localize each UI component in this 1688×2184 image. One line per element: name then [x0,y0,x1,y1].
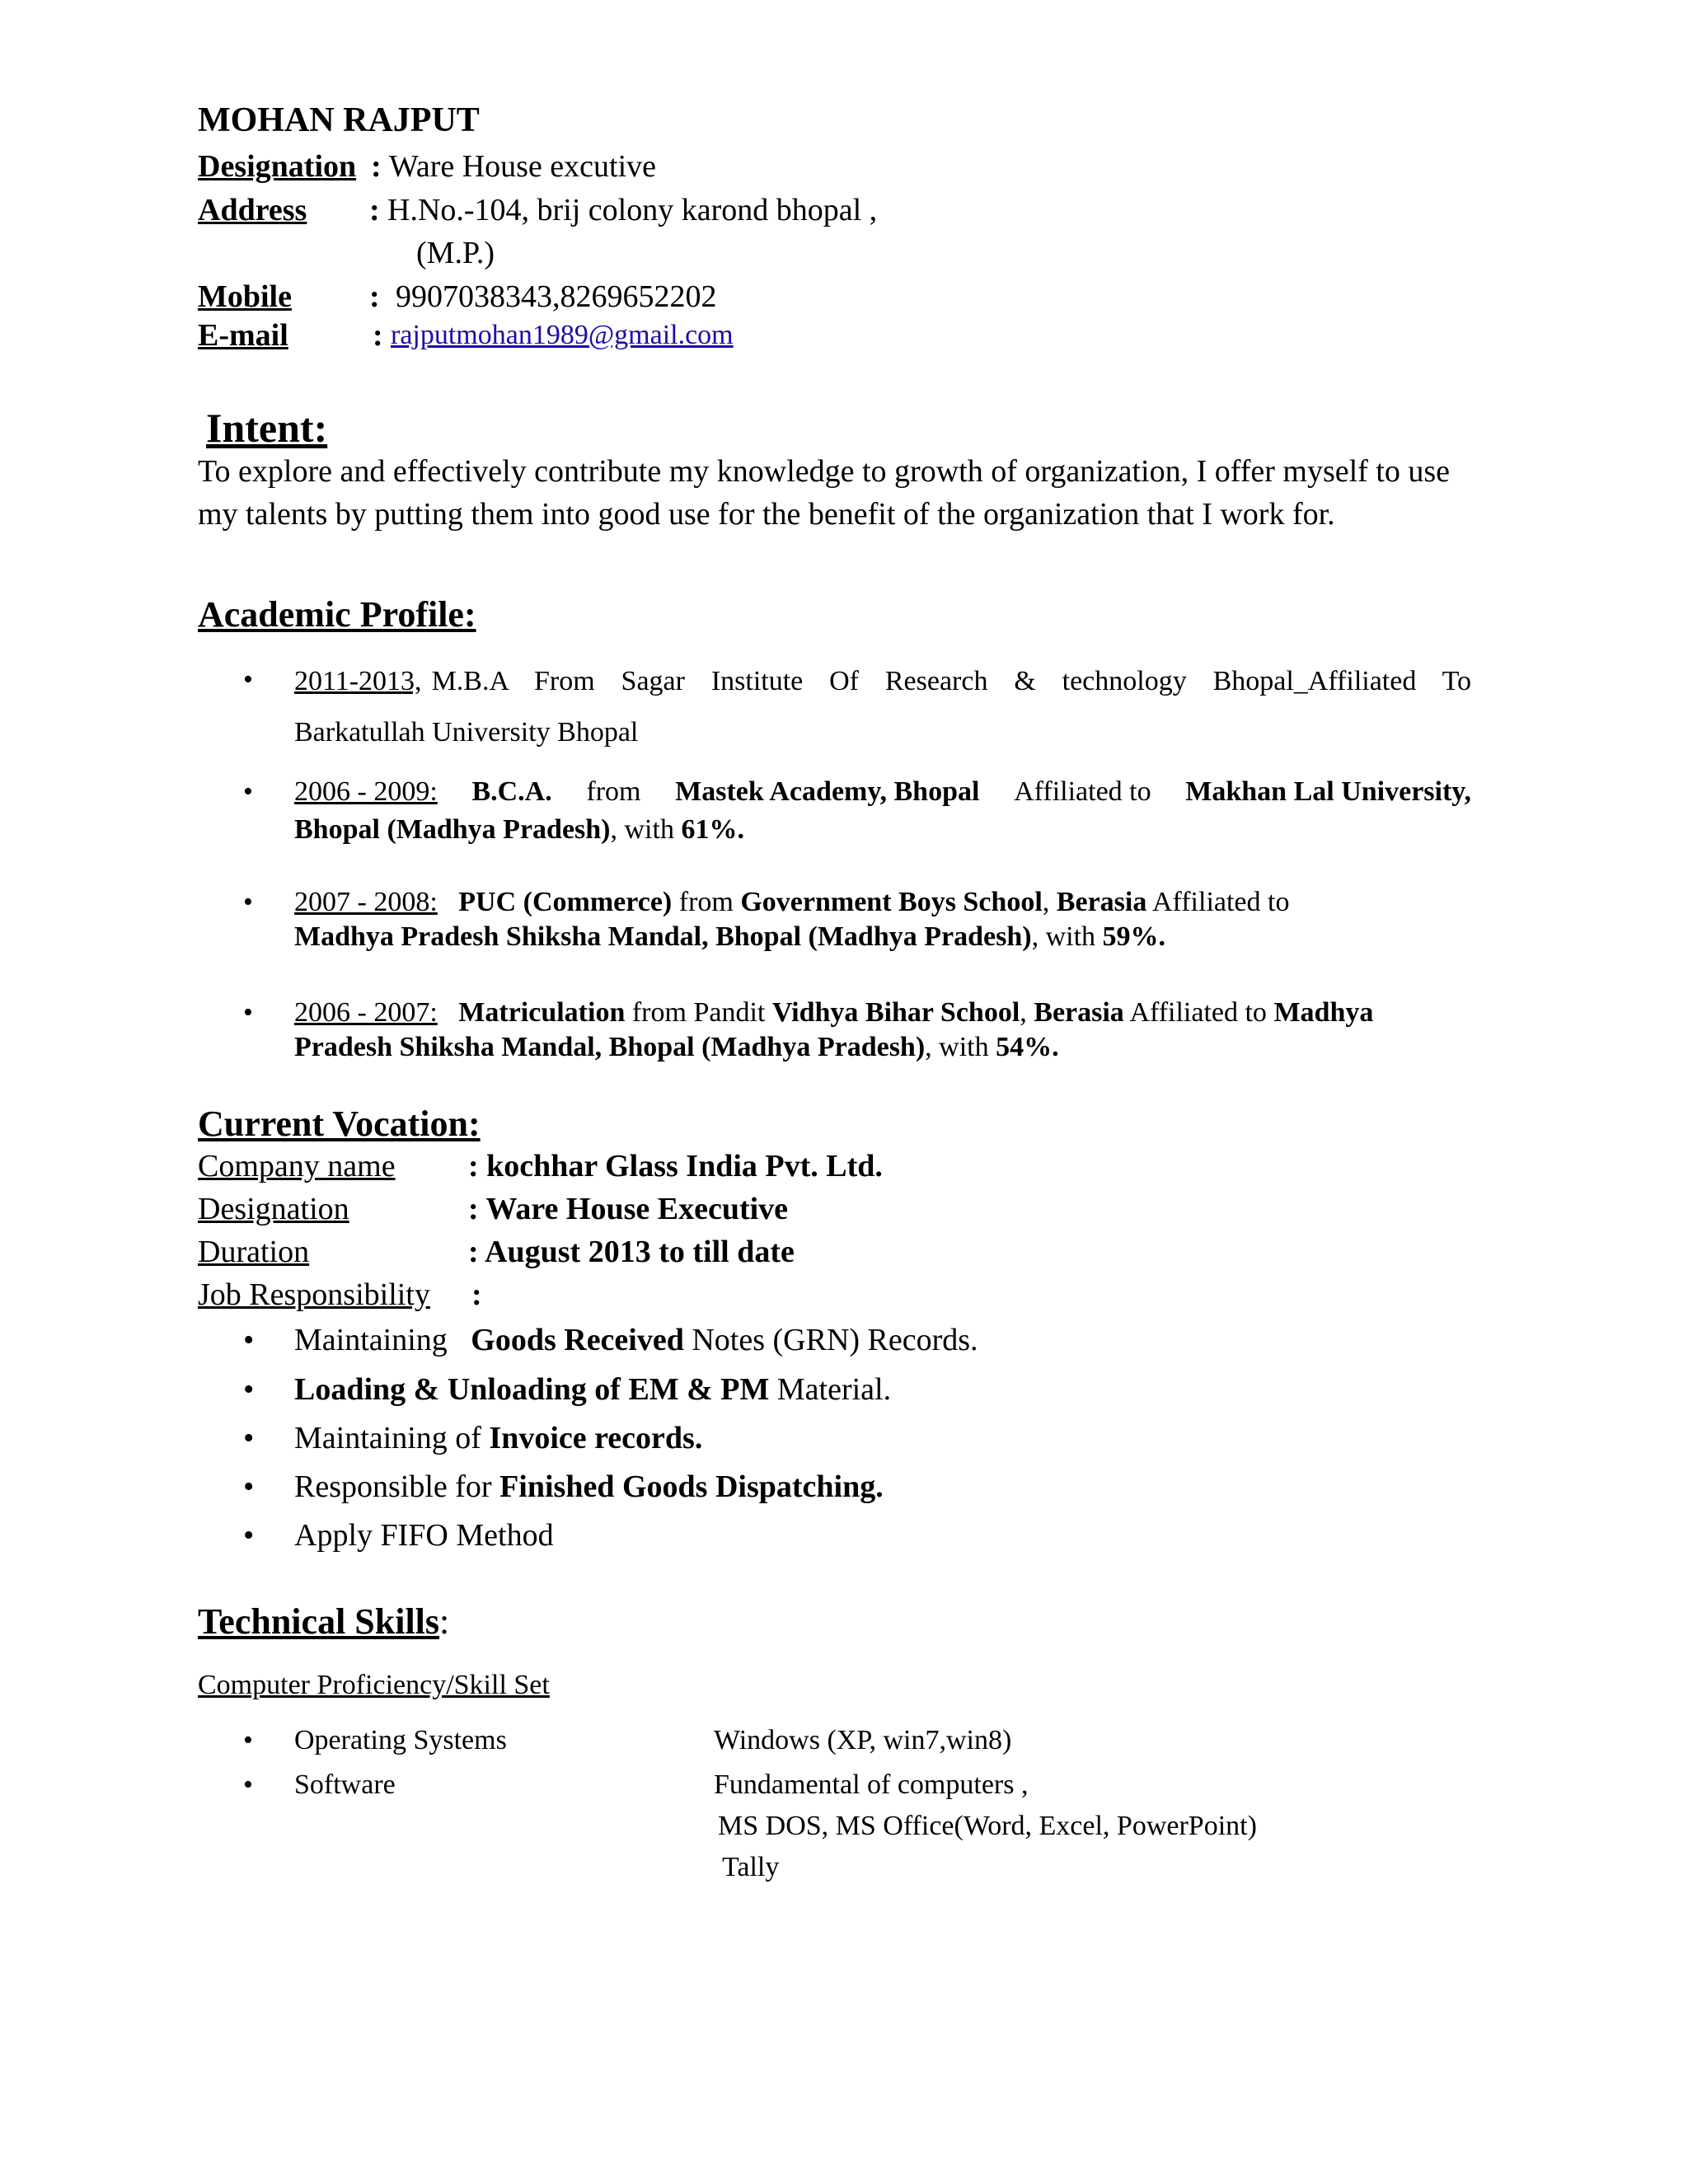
responsibility-item [294,1322,978,1358]
skills-heading [198,1601,449,1643]
responsibility-pre: Responsible for [294,1469,492,1504]
academic-score-3: 59%. [1102,921,1166,952]
academic-affiliated-2: Affiliated to [1014,776,1151,807]
academic-item-4 [294,997,1373,1063]
vocation-heading: Current Vocation: [198,1104,481,1144]
responsibility-bold: Invoice records. [489,1421,703,1455]
software-line1: Fundamental of computers , [714,1769,1029,1800]
academic-score-2: 61%. [681,814,744,845]
software-line2: MS DOS, MS Office(Word, Excel, PowerPoint) [718,1811,1257,1841]
responsibility-post: Material. [776,1372,892,1407]
academic-from-3: from [678,887,734,917]
academic-period-3: 2007 - 2008: [294,887,438,917]
academic-institute-3: Government Boys School [740,887,1043,917]
responsibility-item [294,1371,891,1408]
os-label: Operating Systems [294,1725,507,1755]
academic-sep-3: , [1042,887,1050,917]
academic-institute-2: Mastek Academy, Bhopal [675,776,980,807]
job-responsibility-label: Job Responsibility [198,1277,430,1312]
responsibility-post: Notes (GRN) Records. [692,1323,978,1357]
academic-line2-4: Pradesh Shiksha Mandal, Bhopal (Madhya Pradesh) [294,1032,926,1062]
designation-label: Designation [198,149,357,184]
intent-heading: Intent: [206,405,328,451]
academic-line2-1: Barkatullah University Bhopal [294,717,639,748]
candidate-name: MOHAN RAJPUT [198,101,480,139]
academic-degree-3: PUC (Commerce) [458,887,673,917]
duration-value: : August 2013 to till date [468,1235,795,1269]
bullet-icon: • [243,1725,253,1755]
bullet-icon: • [243,1372,255,1407]
academic-place-4: Berasia [1034,997,1124,1028]
academic-affiliated-3: Affiliated to [1151,887,1290,917]
duration-label: Duration [198,1235,310,1269]
academic-with-4: , with [925,1032,989,1062]
bullet-icon: • [243,776,253,807]
mobile-value: 9907038343,8269652202 [396,279,717,314]
academic-item-3 [294,887,1289,953]
academic-from-4: from Pandit [631,997,766,1028]
company-label: Company name [198,1149,396,1183]
academic-with-3: , with [1031,921,1096,952]
os-value: Windows (XP, win7,win8) [714,1725,1012,1755]
intent-text: To explore and effectively contribute my knowledge to growth of organization, I offer myself to use my talents by putting them into good use for the benefit of the organization that I work for. [198,454,1451,532]
academic-with-2: , with [610,814,674,845]
academic-item-1 [294,666,1471,748]
academic-degree-2: B.C.A. [471,776,552,807]
academic-line2-2: Bhopal (Madhya Pradesh) [294,814,611,845]
academic-period-1: 2011-2013, [294,666,422,696]
email-link[interactable]: rajputmohan1989@gmail.com [391,320,734,350]
responsibility-item [294,1420,702,1456]
email-label: E-mail [198,318,288,353]
responsibility-bold: Loading & Unloading of EM & PM [294,1372,770,1407]
academic-from-2: from [586,776,641,807]
bullet-icon: • [243,997,253,1028]
bullet-icon: • [243,1323,255,1357]
email-colon: : [373,318,383,353]
job-responsibility-colon: : [471,1277,482,1312]
bullet-icon: • [243,664,253,695]
academic-heading: Academic Profile: [198,594,476,635]
academic-sep-4: , [1020,997,1027,1028]
responsibility-item [294,1469,884,1505]
responsibility-pre: Maintaining of [294,1421,481,1455]
academic-period-4: 2006 - 2007: [294,997,438,1028]
bullet-icon: • [243,1469,255,1504]
responsibility-item [294,1517,554,1554]
designation-colon: : [371,149,382,184]
bullet-icon: • [243,1518,255,1553]
vocation-designation-label: Designation [198,1192,349,1226]
responsibility-pre: Maintaining [294,1323,448,1357]
responsibility-bold: Finished Goods Dispatching. [499,1469,884,1504]
responsibility-bold: Goods Received [471,1323,684,1357]
bullet-icon: • [243,1421,255,1455]
software-label: Software [294,1769,396,1800]
software-line3: Tally [722,1852,780,1882]
academic-affiliated-4: Affiliated to [1129,997,1267,1028]
address-label: Address [198,193,307,227]
vocation-designation-value: : Ware House Executive [468,1192,789,1226]
mobile-label: Mobile [198,279,292,314]
company-value: : kochhar Glass India Pvt. Ltd. [468,1149,883,1183]
skills-subheading: Computer Proficiency/Skill Set [198,1670,550,1700]
skills-heading-text: Technical Skills [198,1601,440,1642]
academic-item-2 [294,776,1471,846]
academic-degree-4: Matriculation [458,997,626,1028]
academic-institute-4: Vidhya Bihar School [771,997,1020,1028]
academic-score-4: 54%. [996,1032,1059,1062]
academic-line2-3: Madhya Pradesh Shiksha Mandal, Bhopal (Madhya Pradesh) [294,921,1032,952]
academic-line1-1: M.B.A From Sagar Institute Of Research & technology Bhopal_Affiliated To [431,666,1471,696]
address-line2: (M.P.) [416,236,495,270]
skills-heading-colon: : [439,1601,450,1642]
academic-university-4: Madhya [1273,997,1374,1028]
academic-period-2: 2006 - 2009: [294,776,438,807]
mobile-colon: : [369,279,380,314]
academic-university-2: Makhan Lal University, [1185,776,1471,807]
bullet-icon: • [243,887,253,917]
bullet-icon: • [243,1769,253,1800]
designation-value: Ware House excutive [389,149,657,184]
responsibility-pre: Apply FIFO Method [294,1518,554,1553]
address-colon: : [369,193,380,227]
address-line1: H.No.-104, brij colony karond bhopal , [387,193,878,227]
academic-place-3: Berasia [1056,887,1147,917]
